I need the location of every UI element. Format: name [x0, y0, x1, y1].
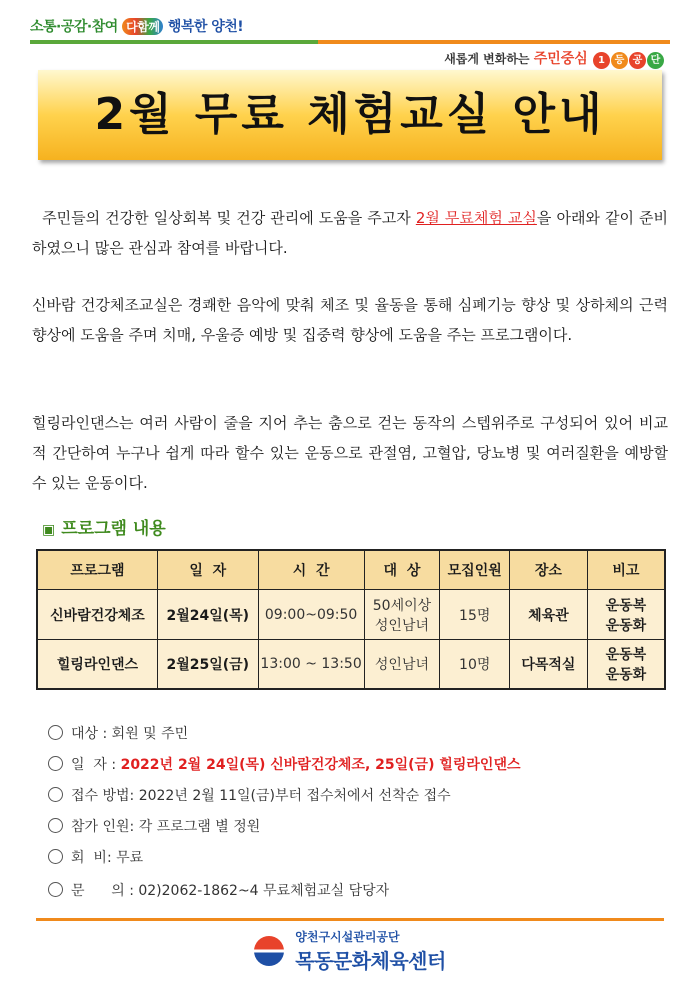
- program-cell: 신바람건강체조: [37, 590, 157, 640]
- title-banner: [38, 70, 662, 160]
- info-fee-text: 회 비: 무료: [71, 850, 144, 866]
- info-fee: [48, 847, 668, 867]
- organization-logo-icon: [254, 936, 284, 966]
- table-header-row: [37, 550, 665, 590]
- circle-bullet-icon: [48, 818, 63, 833]
- table-header-cell: 시 간: [258, 550, 364, 590]
- info-apply: [48, 785, 668, 805]
- circle-bullet-icon: [48, 849, 63, 864]
- target-cell: 성인남녀: [364, 640, 440, 690]
- motto-text-a: 새롭게 변화하는: [444, 52, 530, 66]
- motto-dot: 공: [629, 52, 646, 69]
- program-cell: 힐링라인댄스: [37, 640, 157, 690]
- table-row: [37, 590, 665, 640]
- info-people: [48, 816, 668, 836]
- target-line: 성인남녀: [374, 617, 429, 634]
- circle-bullet-icon: [48, 882, 63, 897]
- circle-bullet-icon: [48, 787, 63, 802]
- date-cell: 2월25일(금): [157, 640, 258, 690]
- motto-text-b: 주민중심: [533, 51, 588, 67]
- table-header-cell: 장소: [510, 550, 588, 590]
- table-header-cell: 모집인원: [440, 550, 510, 590]
- table-row: [37, 640, 665, 690]
- section-heading: [42, 514, 166, 539]
- square-bullet-icon: ▣: [42, 522, 56, 538]
- info-date-label: 일 자 :: [71, 757, 121, 773]
- motto-dot: 1: [593, 52, 610, 69]
- slogan-text-a: 소통·공감·참여: [30, 19, 118, 35]
- intro-p1-highlight: 2월 무료체험 교실: [415, 209, 537, 227]
- table-header-cell: 일 자: [157, 550, 258, 590]
- footer-org: 양천구시설관리공단: [295, 930, 400, 944]
- note-cell: [587, 640, 665, 690]
- motto-dot: 단: [647, 52, 664, 69]
- slogan-text-c: 행복한 양천!: [167, 19, 244, 35]
- top-divider: [30, 40, 670, 44]
- info-apply-text: 접수 방법: 2022년 2월 11일(금)부터 접수처에서 선착순 접수: [71, 788, 451, 804]
- date-cell: 2월24일(목): [157, 590, 258, 640]
- circle-bullet-icon: [48, 756, 63, 771]
- time-cell: 13:00 ~ 13:50: [258, 640, 364, 690]
- info-target-text: 대상 : 회원 및 주민: [71, 726, 189, 742]
- info-contact: [48, 880, 668, 900]
- info-contact-text: 문 의 : 02)2062-1862~4 무료체험교실 담당자: [71, 883, 390, 899]
- target-line: 50세이상: [372, 597, 432, 614]
- section-heading-text: 프로그램 내용: [61, 519, 166, 539]
- capacity-cell: 10명: [440, 640, 510, 690]
- info-people-text: 참가 인원: 각 프로그램 별 정원: [71, 819, 261, 835]
- intro-paragraph-1: [32, 203, 668, 263]
- info-date-value: 2022년 2월 24일(목) 신바람건강체조, 25일(금) 힐링라인댄스: [120, 757, 521, 773]
- page-title: 2월 무료 체험교실 안내: [94, 89, 606, 140]
- slogan-text-b: 다함께: [122, 18, 163, 35]
- motto-dots: [592, 52, 664, 69]
- intro-p1-after: 을 아래와 같이 준비 하였으니 많은 관심과 참여를 바랍니다.: [32, 209, 668, 257]
- footer-text: [295, 928, 446, 974]
- time-cell: 09:00~09:50: [258, 590, 364, 640]
- circle-bullet-icon: [48, 725, 63, 740]
- note-line: 운동복: [605, 647, 647, 663]
- bottom-divider: [36, 918, 664, 921]
- header-motto: [444, 48, 664, 69]
- info-date: [48, 754, 668, 774]
- intro-p1-before: 주민들의 건강한 일상회복 및 건강 관리에 도움을 주고자: [42, 209, 416, 227]
- note-line: 운동화: [605, 617, 647, 634]
- place-cell: 체육관: [510, 590, 588, 640]
- table-header-cell: 비고: [587, 550, 665, 590]
- table-header-cell: 대 상: [364, 550, 440, 590]
- footer: [0, 928, 700, 974]
- place-cell: 다목적실: [510, 640, 588, 690]
- target-cell: [364, 590, 440, 640]
- footer-center-name: 목동문화체육센터: [295, 949, 446, 973]
- intro-paragraph-2: 신바람 건강체조교실은 경쾌한 음악에 맞춰 체조 및 율동을 통해 심폐기능 향상 및 상하체의 근력향상에 도움을 주며 치매, 우울증 예방 및 집중력 향상에 도움을 주는 프로그램이다.: [32, 296, 668, 344]
- info-target: [48, 723, 668, 743]
- table-header-cell: 프로그램: [37, 550, 157, 590]
- program-table: [36, 549, 666, 690]
- motto-dot: 등: [611, 52, 628, 69]
- intro-paragraph-3: 힐링라인댄스는 여러 사람이 줄을 지어 추는 춤으로 걷는 동작의 스텝위주로 구성되어 있어 비교적 간단하여 누구나 쉽게 따라 할수 있는 운동으로 관절염, 고혈압, 당뇨병 및 여러질환을 예방할수 있는 운동이다.: [32, 414, 668, 492]
- header-slogan: [30, 16, 243, 36]
- note-line: 운동화: [605, 667, 647, 683]
- note-line: 운동복: [605, 597, 647, 614]
- capacity-cell: 15명: [440, 590, 510, 640]
- note-cell: [587, 590, 665, 640]
